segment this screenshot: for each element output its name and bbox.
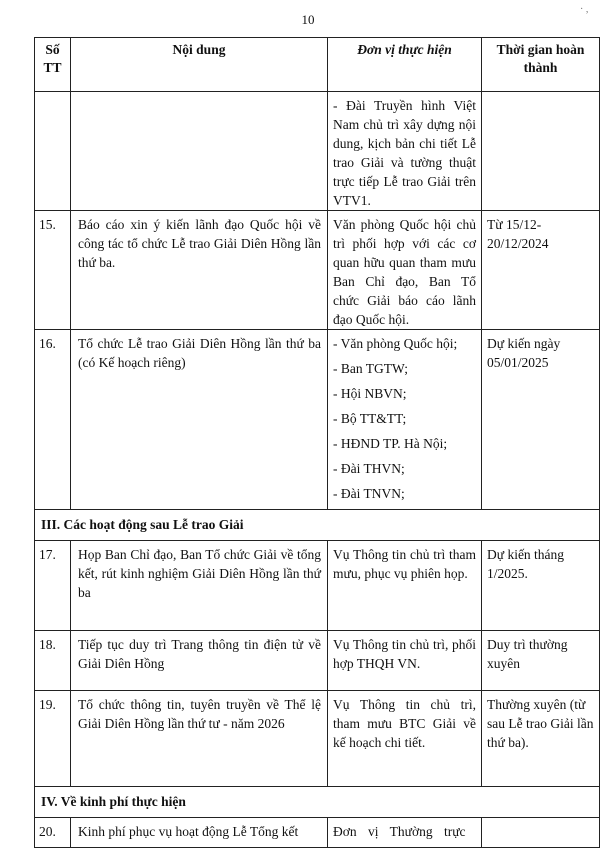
- cell-don-vi: Vụ Thông tin chủ trì, tham mưu BTC Giải về kế hoạch chi tiết.: [328, 691, 482, 787]
- cell-thoi-gian: Dự kiến ngày 05/01/2025: [482, 330, 600, 510]
- cell-stt: [35, 92, 71, 211]
- cell-noi-dung: Báo cáo xin ý kiến lãnh đạo Quốc hội về công tác tổ chức Lễ trao Giải Diên Hồng lần thứ ba.: [71, 211, 328, 330]
- table-row: [35, 92, 600, 211]
- section-row: [35, 787, 600, 818]
- cell-don-vi: - Đài Truyền hình Việt Nam chủ trì xây dựng nội dung, kịch bản chi tiết Lễ trao Giải và tường thuật trực tiếp Lễ trao Giải trên VTV1.: [328, 92, 482, 211]
- list-item: - Ban TGTW;: [333, 361, 408, 376]
- cell-noi-dung: Tiếp tục duy trì Trang thông tin điện tử về Giải Diên Hồng: [71, 631, 328, 691]
- list-item: - Đài TNVN;: [333, 486, 405, 501]
- section-row: [35, 510, 600, 541]
- cell-stt: 16.: [35, 330, 71, 510]
- page-number: 10: [301, 12, 315, 27]
- table-row: [35, 818, 600, 848]
- plan-table: [34, 37, 600, 848]
- table-header-row: [35, 38, 600, 92]
- table-row: [35, 211, 600, 330]
- cell-don-vi: Vụ Thông tin chủ trì tham mưu, phục vụ phiên họp.: [328, 541, 482, 631]
- cell-stt: 17.: [35, 541, 71, 631]
- cell-noi-dung: Tổ chức thông tin, tuyên truyền về Thể lệ Giải Diên Hồng lần thứ tư - năm 2026: [71, 691, 328, 787]
- table-row: [35, 330, 600, 510]
- list-item: - Hội NBVN;: [333, 386, 407, 401]
- section-heading-3: III. Các hoạt động sau Lễ trao Giải: [35, 510, 600, 541]
- table-row: [35, 691, 600, 787]
- cell-thoi-gian: [482, 92, 600, 211]
- cell-thoi-gian: [482, 818, 600, 848]
- list-item: - HĐND TP. Hà Nội;: [333, 436, 448, 451]
- header-don-vi-text: Đơn vị thực hiện: [357, 42, 452, 57]
- cell-thoi-gian: Dự kiến tháng 1/2025.: [482, 541, 600, 631]
- section-heading-4: IV. Về kinh phí thực hiện: [35, 787, 600, 818]
- cell-don-vi: [328, 330, 482, 510]
- cell-thoi-gian: Từ 15/12- 20/12/2024: [482, 211, 600, 330]
- cell-thoi-gian: Thường xuyên (từ sau Lễ trao Giải lần thứ ba).: [482, 691, 600, 787]
- cell-don-vi: Đơn vị Thường trực: [328, 818, 482, 848]
- header-noi-dung: Nội dung: [71, 38, 328, 92]
- cell-noi-dung: Tổ chức Lễ trao Giải Diên Hồng lần thứ ba (có Kế hoạch riêng): [71, 330, 328, 510]
- header-don-vi: [328, 38, 482, 92]
- cell-noi-dung: [71, 92, 328, 211]
- cell-stt: 20.: [35, 818, 71, 848]
- header-stt: Số TT: [35, 38, 71, 92]
- cell-don-vi: Văn phòng Quốc hội chủ trì phối hợp với các cơ quan hữu quan tham mưu Ban Chỉ đạo, Ban Tổ chức Giải báo cáo lãnh đạo Quốc hội.: [328, 211, 482, 330]
- cell-stt: 19.: [35, 691, 71, 787]
- list-item: - Bộ TT&TT;: [333, 411, 407, 426]
- list-item: - Văn phòng Quốc hội;: [333, 336, 458, 351]
- cell-stt: 18.: [35, 631, 71, 691]
- header-thoi-gian: Thời gian hoàn thành: [482, 38, 600, 92]
- cell-thoi-gian: Duy trì thường xuyên: [482, 631, 600, 691]
- cell-stt: 15.: [35, 211, 71, 330]
- table-row: [35, 631, 600, 691]
- cell-don-vi: Vụ Thông tin chủ trì, phối hợp THQH VN.: [328, 631, 482, 691]
- list-item: - Đài THVN;: [333, 461, 405, 476]
- cell-noi-dung: Kinh phí phục vụ hoạt động Lễ Tổng kết: [71, 818, 328, 848]
- cell-noi-dung: Họp Ban Chỉ đạo, Ban Tổ chức Giải về tổng kết, rút kinh nghiệm Giải Diên Hồng lần thứ ba: [71, 541, 328, 631]
- table-row: [35, 541, 600, 631]
- corner-mark: · ,: [580, 4, 589, 15]
